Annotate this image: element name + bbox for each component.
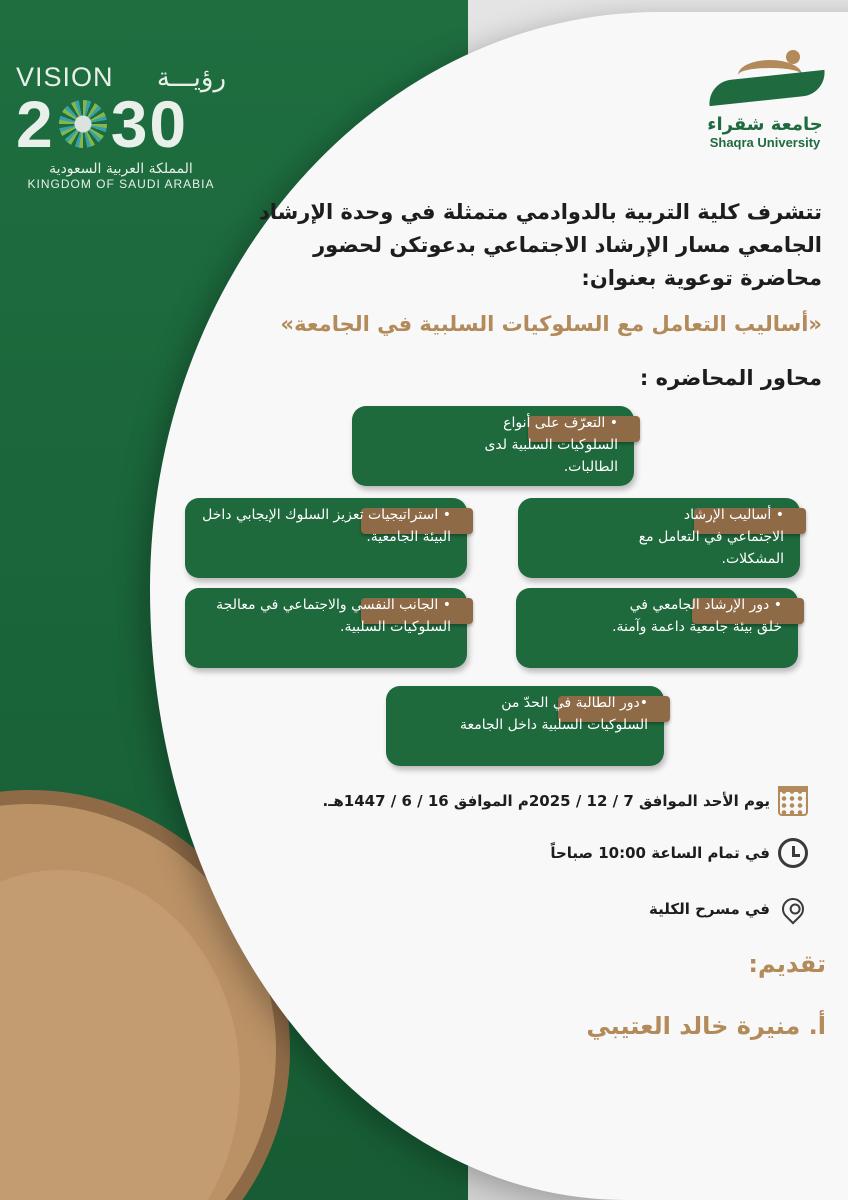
topic-text: • الجانب النفسي والاجتماعي في معالجة السلوكيات السلبية. [216, 597, 451, 635]
location-pin-icon [777, 893, 808, 924]
vision-emblem-icon [59, 100, 107, 148]
topic-card-1 [352, 406, 634, 486]
vision-word-arabic: رؤيـــة [156, 62, 226, 93]
lecture-title: «أساليب التعامل مع السلوكيات السلبية في الجامعة» [280, 312, 822, 336]
invitation-text: تتشرف كلية التربية بالدوادمي متمثلة في وحدة الإرشاد الجامعي مسار الإرشاد الاجتماعي بدعوتكن لحضور محاضرة توعوية بعنوان: [258, 200, 822, 290]
place-text: في مسرح الكلية [649, 900, 770, 918]
kingdom-name-arabic: المملكة العربية السعودية [49, 161, 193, 177]
topic-card-5 [185, 588, 467, 668]
topic-text: • أساليب الإرشاد الاجتماعي في التعامل مع المشكلات. [638, 507, 784, 567]
clock-icon [778, 838, 808, 868]
time-text: في تمام الساعة 10:00 صباحاً [550, 844, 770, 862]
presenter-label: تقديم: [748, 950, 826, 978]
vision-year-right: 30 [110, 87, 189, 161]
shaqra-university-logo [695, 50, 835, 165]
vision-year-left: 2 [16, 87, 55, 161]
calendar-icon [778, 786, 808, 816]
topic-text: •دور الطالبة في الحدّ من السلوكيات السلبية داخل الجامعة [459, 695, 648, 733]
vision-word: VISION [16, 62, 114, 92]
place-row [649, 898, 808, 920]
topic-card-4 [516, 588, 798, 668]
topic-card-6 [386, 686, 664, 766]
university-name-english: Shaqra University [709, 135, 821, 150]
date-text: يوم الأحد الموافق 7 / 12 / 2025م الموافق 16 / 6 / 1447هـ. [322, 792, 770, 810]
date-row [323, 786, 808, 816]
topic-card-3 [185, 498, 467, 578]
topic-text: • استراتيجيات تعزيز السلوك الإيجابي داخل البيئة الجامعية. [202, 507, 451, 545]
presenter-name: أ. منيرة خالد العتيبي [586, 1012, 826, 1040]
vision-2030-logo [16, 62, 226, 202]
open-book-icon [700, 50, 830, 110]
topic-text: • التعرّف على أنواع السلوكيات السلبية لدى الطالبات. [484, 415, 618, 475]
university-name-arabic: جامعة شقراء [707, 114, 823, 135]
topic-text: • دور الإرشاد الجامعي في خلق بيئة جامعية داعمة وآمنة. [612, 597, 782, 635]
kingdom-name-english: KINGDOM OF SAUDI ARABIA [27, 177, 215, 191]
lecture-axes-heading: محاور المحاضره : [639, 366, 822, 390]
time-row [550, 838, 808, 868]
topic-card-2 [518, 498, 800, 578]
